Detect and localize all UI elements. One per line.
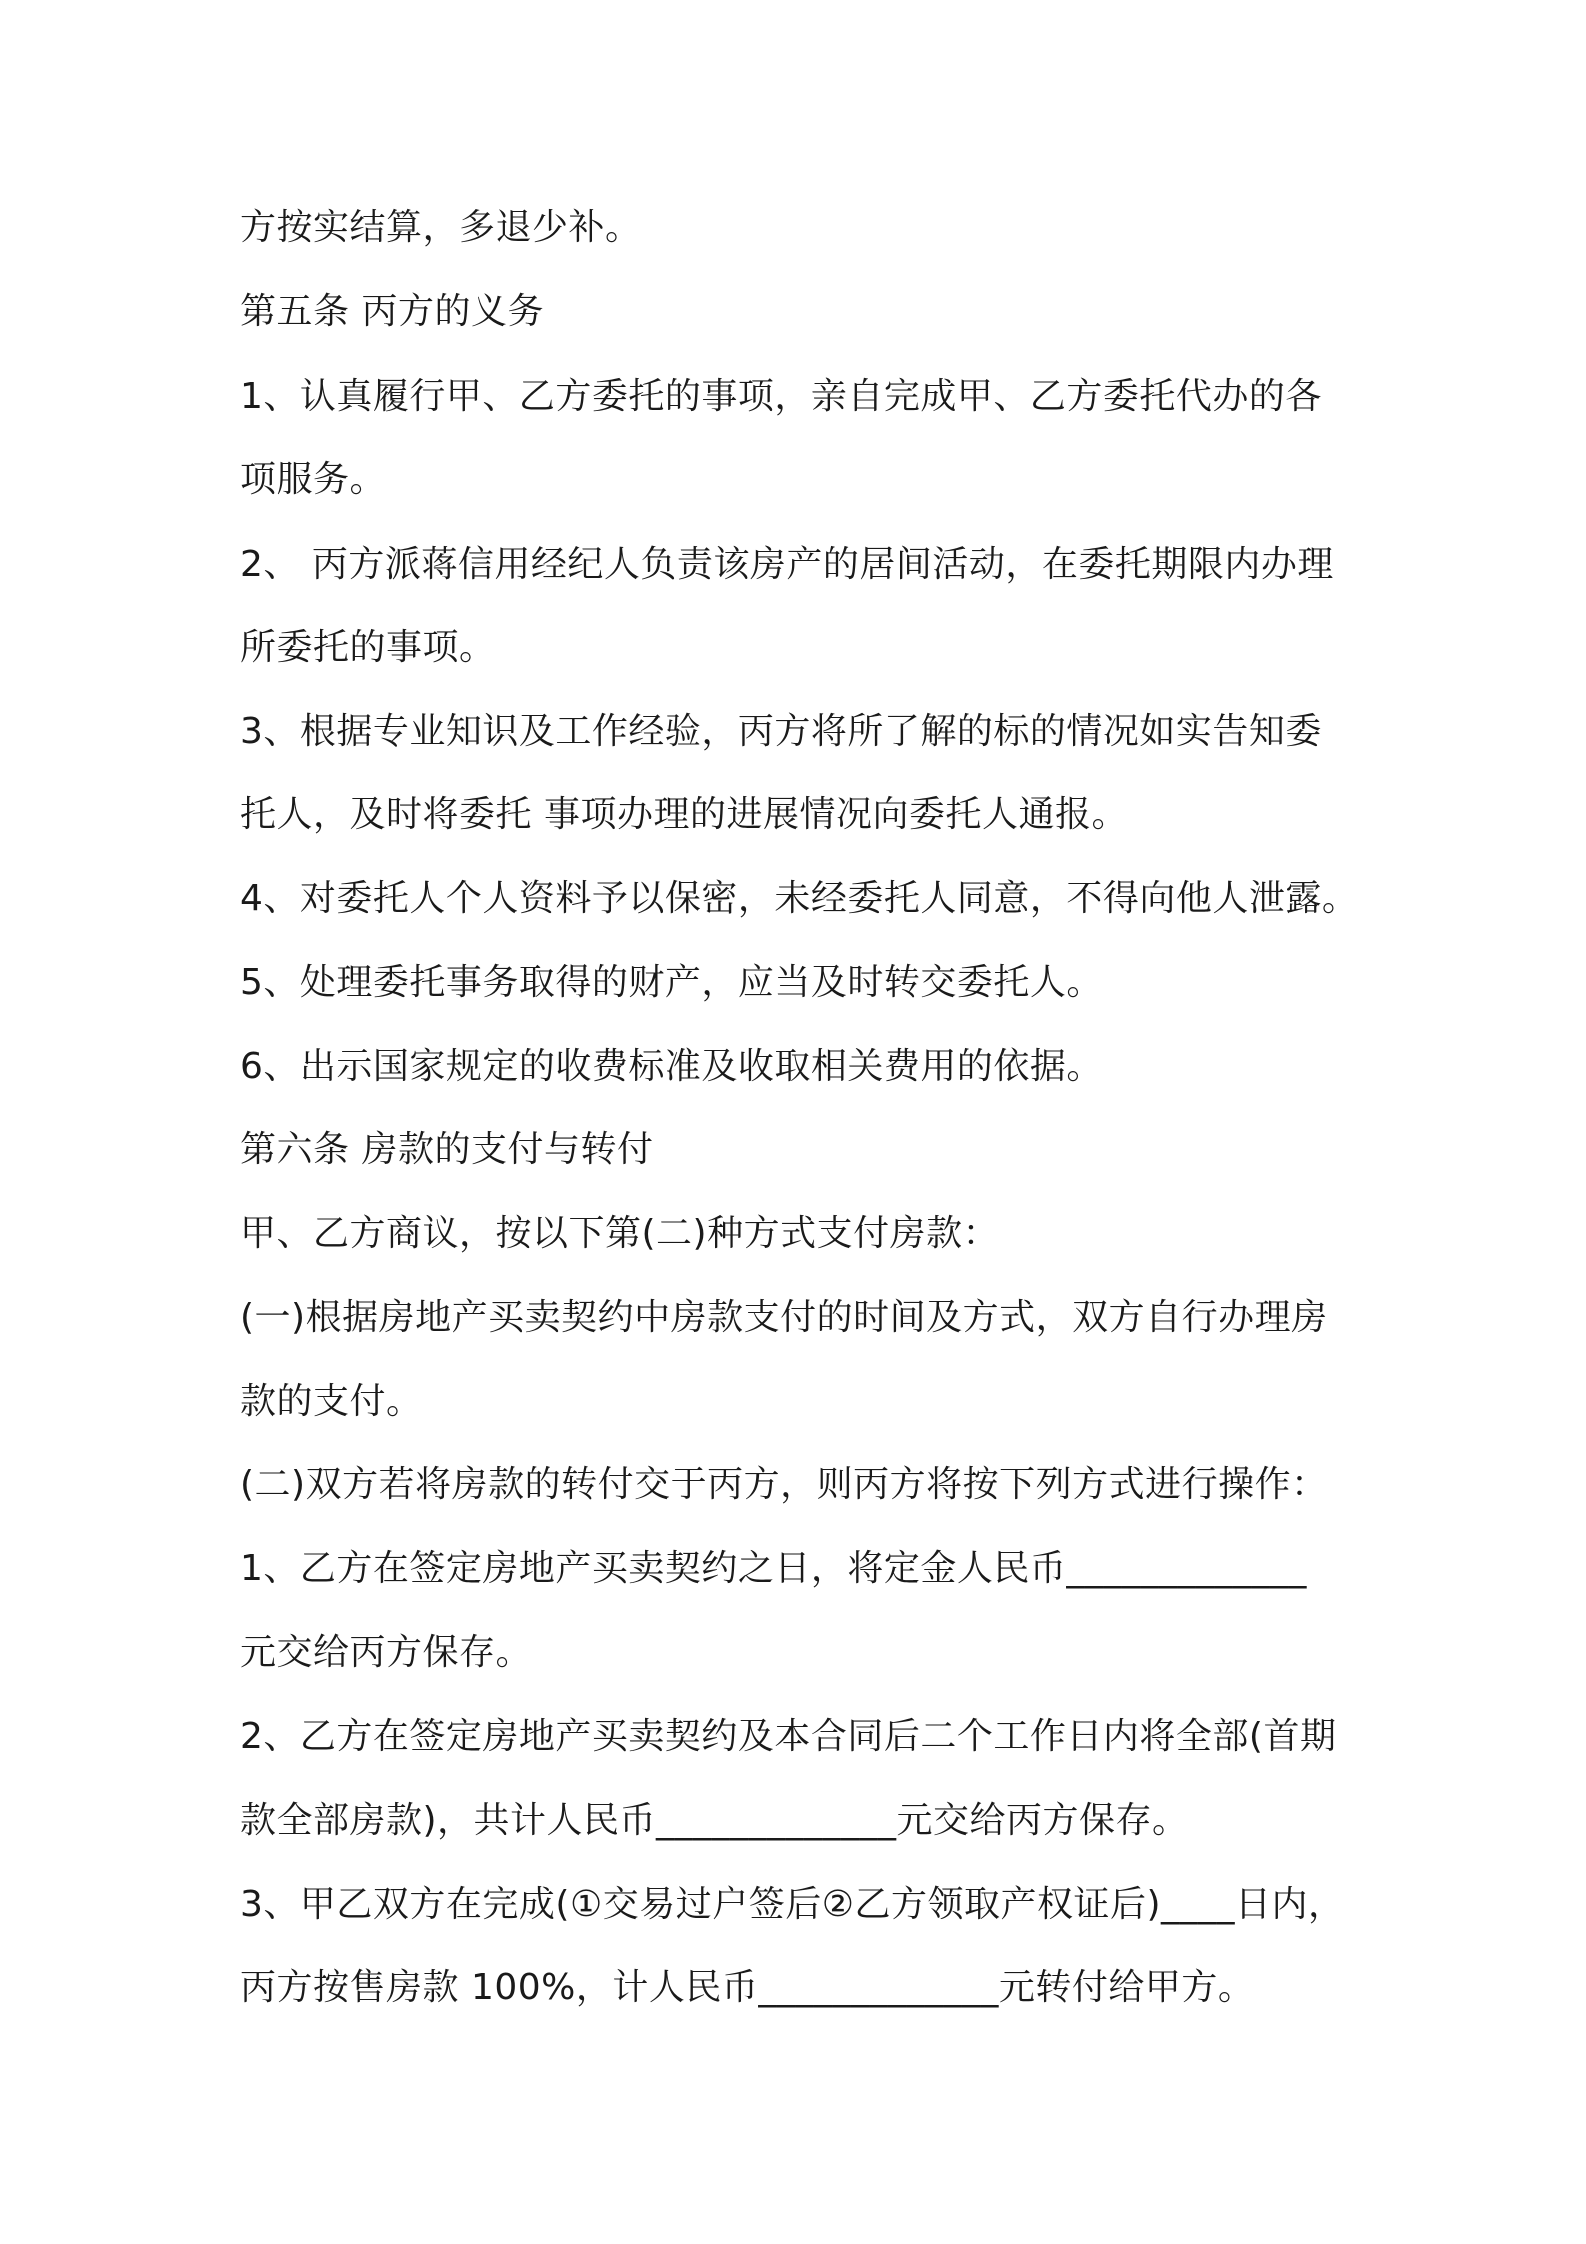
text-line: (二)双方若将房款的转付交于丙方，则丙方将按下列方式进行操作： xyxy=(240,1464,1328,1505)
text-line: 2、乙方在签定房地产买卖契约及本合同后二个工作日内将全部(首期 xyxy=(240,1716,1337,1757)
text-line: 1、乙方在签定房地产买卖契约之日，将定金人民币_____________ xyxy=(240,1548,1307,1589)
text-line: 托人，及时将委托 事项办理的进展情况向委托人通报。 xyxy=(240,794,1128,835)
text-line: 5、处理委托事务取得的财产，应当及时转交委托人。 xyxy=(240,962,1103,1003)
text-line: 款的支付。 xyxy=(240,1381,423,1422)
text-line: 方按实结算，多退少补。 xyxy=(240,207,642,248)
text-line: 3、甲乙双方在完成(①交易过户签后②乙方领取产权证后)____日内， xyxy=(240,1884,1345,1925)
text-line: (一)根据房地产买卖契约中房款支付的时间及方式，双方自行办理房 xyxy=(240,1297,1328,1338)
text-line: 甲、乙方商议，按以下第(二)种方式支付房款： xyxy=(240,1213,1000,1254)
text-line: 款全部房款)，共计人民币_____________元交给丙方保存。 xyxy=(240,1800,1189,1841)
text-line: 项服务。 xyxy=(240,459,387,500)
text-line: 4、对委托人个人资料予以保密，未经委托人同意，不得向他人泄露。 xyxy=(240,878,1359,919)
text-line: 丙方按售房款 100%，计人民币_____________元转付给甲方。 xyxy=(240,1967,1255,2008)
text-line: 所委托的事项。 xyxy=(240,627,496,668)
article-heading: 第六条 房款的支付与转付 xyxy=(240,1129,654,1170)
text-line: 1、认真履行甲、乙方委托的事项，亲自完成甲、乙方委托代办的各 xyxy=(240,376,1322,417)
text-line: 3、根据专业知识及工作经验，丙方将所了解的标的情况如实告知委 xyxy=(240,711,1322,752)
article-heading: 第五条 丙方的义务 xyxy=(240,291,544,332)
text-line: 2、 丙方派蒋信用经纪人负责该房产的居间活动，在委托期限内办理 xyxy=(240,544,1334,585)
text-line: 元交给丙方保存。 xyxy=(240,1632,533,1673)
text-line: 6、出示国家规定的收费标准及收取相关费用的依据。 xyxy=(240,1046,1103,1087)
